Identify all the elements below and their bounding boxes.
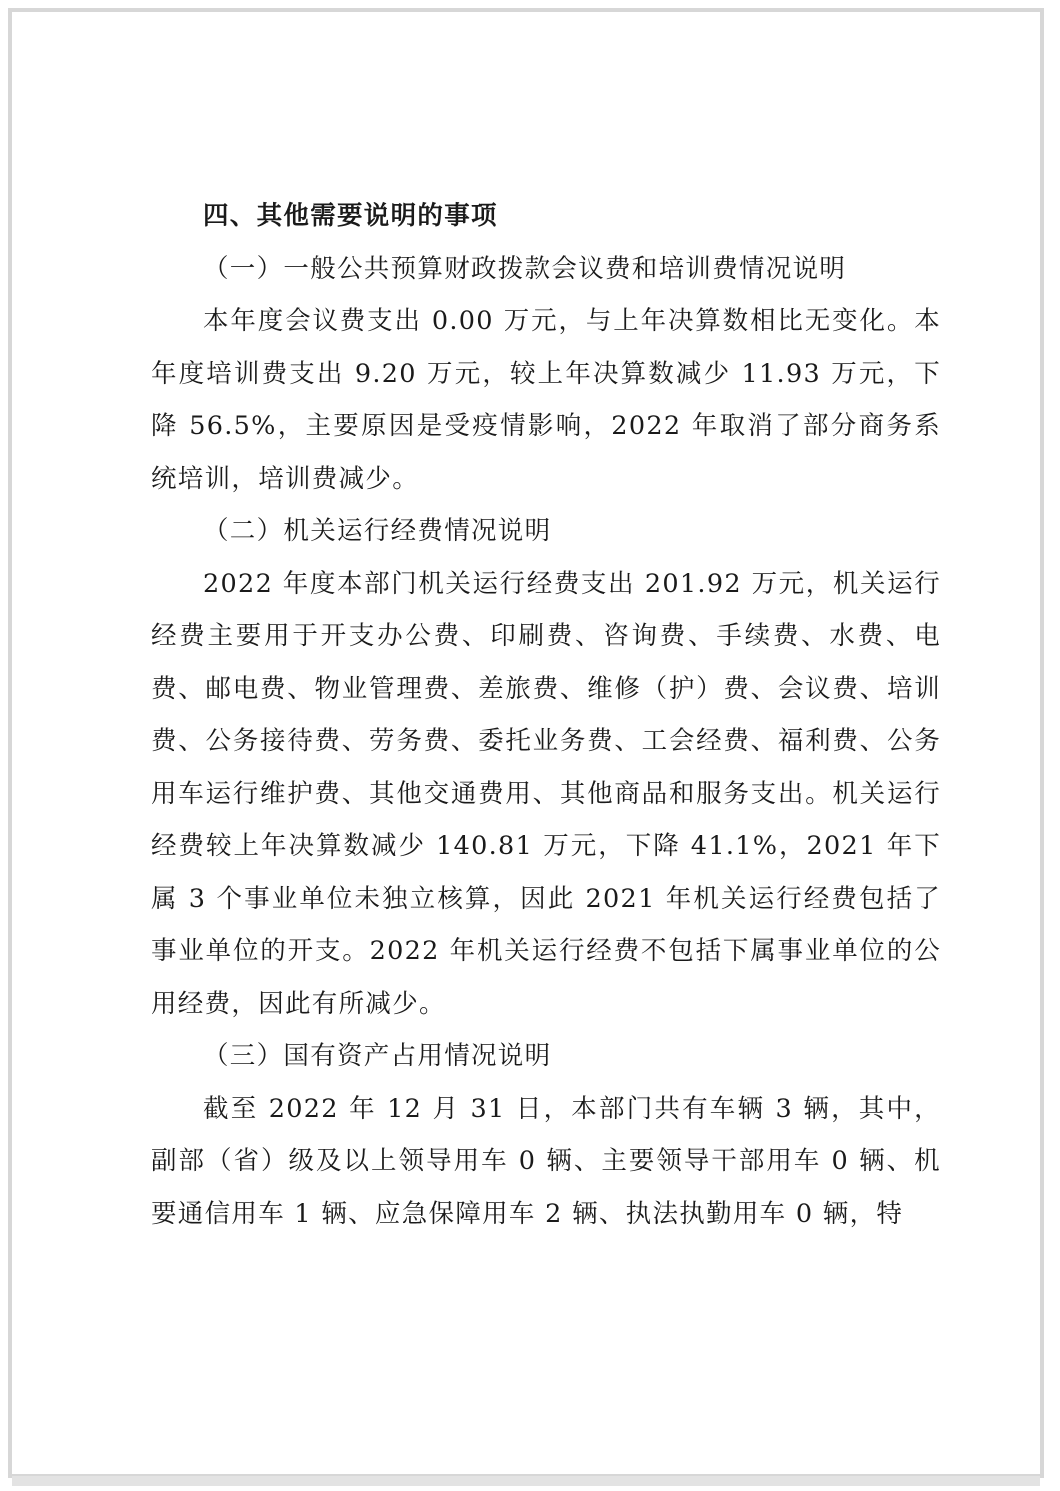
- paragraph-operating-expenses: 2022 年度本部门机关运行经费支出 201.92 万元，机关运行经费主要用于开支办公费、印刷费、咨询费、手续费、水费、电费、邮电费、物业管理费、差旅费、维修（护）费、会议费、培训费、公务接待费、劳务费、委托业务费、工会经费、福利费、公务用车运行维护费、其他交通费用、其他商品和服务支出。机关运行经费较上年决算数减少 140.81 万元，下降 41.1%，2021 年下属 3 个事业单位未独立核算，因此 2021 年机关运行经费包括了事业单位的开支。2022 年机关运行经费不包括下属事业单位的公用经费，因此有所减少。: [151, 568, 941, 1019]
- subsection-title-3: （三）国有资产占用情况说明: [203, 1041, 552, 1071]
- subsection-title-2: （二）机关运行经费情况说明: [203, 516, 552, 546]
- section-heading: 四、其他需要说明的事项: [203, 201, 498, 231]
- paragraph-meeting-training: 本年度会议费支出 0.00 万元，与上年决算数相比无变化。本年度培训费支出 9.20 万元，较上年决算数减少 11.93 万元，下降 56.5%，主要原因是受疫情影响，2022 年取消了部分商务系统培训，培训费减少。: [151, 306, 941, 494]
- document-body: [151, 190, 941, 1240]
- subsection-title-1: （一）一般公共预算财政拨款会议费和培训费情况说明: [203, 253, 847, 284]
- paragraph-state-assets: 截至 2022 年 12 月 31 日，本部门共有车辆 3 辆，其中，副部（省）级及以上领导用车 0 辆、主要领导干部用车 0 辆、机要通信用车 1 辆、应急保障用车 2 辆、执法执勤用车 0 辆，特: [151, 1093, 941, 1229]
